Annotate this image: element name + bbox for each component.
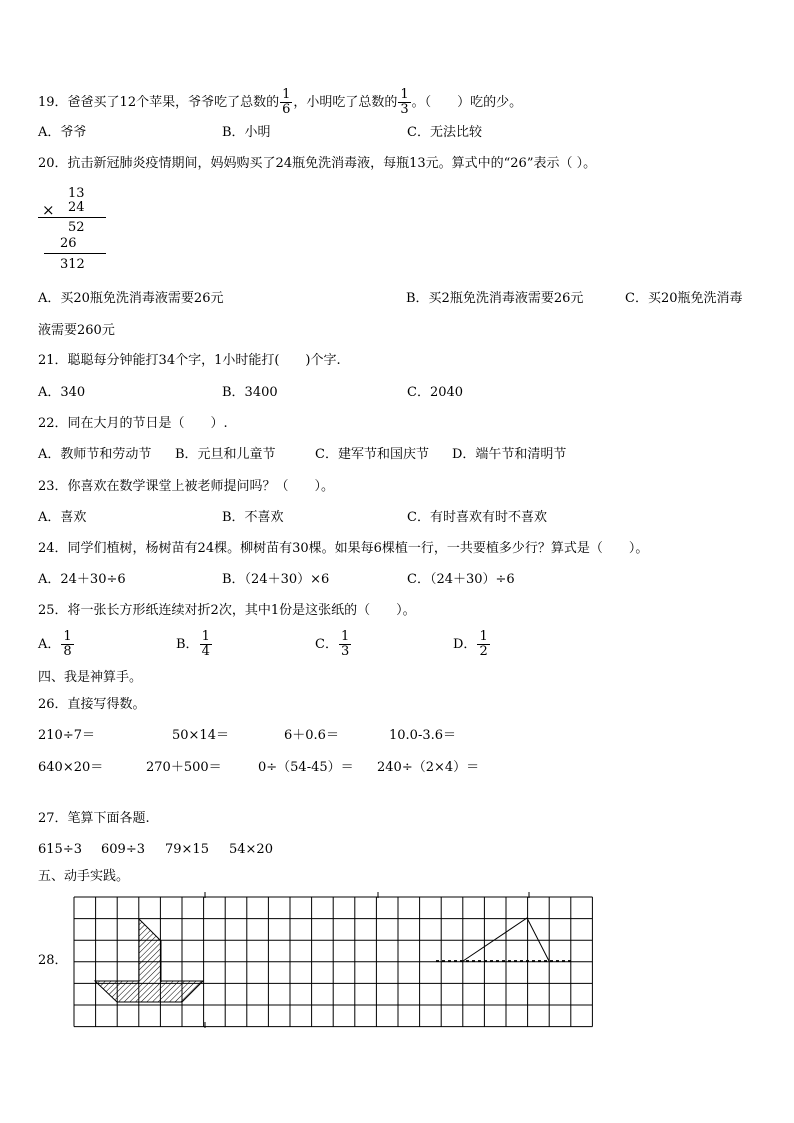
- q23-stem: 23．你喜欢在数学课堂上被老师提问吗？（ ）。: [38, 479, 335, 494]
- q26-item-7: 0÷（54-45）＝: [258, 760, 354, 775]
- q26-item-5: 640×20＝: [38, 760, 104, 775]
- q25-option-b-fraction: $\frac{1}{4}$: [201, 629, 210, 659]
- q25-stem: 25．将一张长方形纸连续对折2次，其中1份是这张纸的（ ）。: [38, 603, 416, 618]
- q26-item-1: 210÷7＝: [38, 728, 95, 743]
- q25-option-d-fraction: $\frac{1}{2}$: [479, 629, 488, 659]
- q25-option-d-label: D．: [453, 637, 477, 652]
- q25-option-c-fraction: $\frac{1}{3}$: [340, 629, 350, 659]
- q24-option-a[interactable]: A．24＋30÷6: [38, 572, 126, 587]
- q21-stem: 21．聪聪每分钟能打34个字，1小时能打( )个字.: [38, 353, 341, 368]
- q23-option-c[interactable]: C．有时喜欢有时不喜欢: [407, 510, 547, 525]
- q19-option-c[interactable]: C．无法比较: [407, 125, 482, 140]
- q24-option-b[interactable]: B．（24＋30）×6: [222, 572, 330, 587]
- q19-text-pre: 19．爸爸买了12个苹果，爷爷吃了总数的: [38, 95, 280, 110]
- q19-fraction-2: $\frac{1}{3}$: [400, 87, 409, 117]
- q19-text-mid: ，小明吃了总数的: [293, 95, 398, 110]
- section-4-heading: 四、我是神算手。: [38, 670, 143, 685]
- q19-text-post: 。（ ）吃的少。: [411, 95, 523, 110]
- section-5-heading: 五、动手实践。: [38, 869, 130, 884]
- q25-option-a-label: A．: [38, 637, 61, 652]
- q20-option-a[interactable]: A．买20瓶免洗消毒液需要26元: [38, 291, 224, 306]
- q26-stem: 26．直接写得数。: [38, 697, 146, 712]
- mult-factor-b: 24: [68, 200, 85, 215]
- q27-item-4: 54×20: [229, 842, 273, 857]
- q20-option-c[interactable]: C．买20瓶免洗消毒: [625, 291, 743, 306]
- q27-item-2: 609÷3: [101, 842, 145, 857]
- multiply-sign: ×: [42, 201, 55, 219]
- q26-item-2: 50×14＝: [172, 728, 229, 743]
- q24-option-c[interactable]: C．（24＋30）÷6: [407, 572, 515, 587]
- q27-stem: 27．笔算下面各题.: [38, 811, 150, 826]
- q23-option-b[interactable]: B．不喜欢: [222, 510, 284, 525]
- q19-option-a[interactable]: A．爷爷: [38, 125, 87, 140]
- q26-item-4: 10.0-3.6＝: [389, 728, 457, 743]
- q20-option-c-continued: 液需要260元: [38, 323, 115, 338]
- q22-option-d[interactable]: D．端午节和清明节: [452, 447, 567, 462]
- q19-fraction-1: $\frac{1}{6}$: [282, 87, 291, 117]
- mult-partial-2: 26: [60, 236, 77, 251]
- q22-option-c[interactable]: C．建军节和国庆节: [315, 447, 429, 462]
- q23-option-a[interactable]: A．喜欢: [38, 510, 87, 525]
- mult-partial-1: 52: [68, 220, 85, 235]
- mult-product: 312: [60, 257, 85, 272]
- q22-option-a[interactable]: A．教师节和劳动节: [38, 447, 152, 462]
- q22-option-b[interactable]: B．元旦和儿童节: [175, 447, 276, 462]
- q27-item-3: 79×15: [165, 842, 209, 857]
- q21-option-b[interactable]: B．3400: [222, 385, 278, 400]
- q28-label: 28．: [38, 953, 68, 968]
- q21-option-c[interactable]: C．2040: [407, 385, 464, 400]
- hatched-shape: [95, 919, 203, 1002]
- q21-option-a[interactable]: A．340: [38, 385, 86, 400]
- q19-option-b[interactable]: B．小明: [222, 125, 271, 140]
- mult-factor-a: 13: [68, 186, 85, 201]
- q24-stem: 24．同学们植树，杨树苗有24棵。柳树苗有30棵。如果每6棵植一行，一共要植多少行？算式是（ ）。: [38, 541, 649, 556]
- q26-item-6: 270＋500＝: [146, 760, 222, 775]
- q25-option-a-fraction: $\frac{1}{8}$: [63, 629, 72, 659]
- q26-item-8: 240÷（2×4）＝: [377, 760, 480, 775]
- q25-option-c-label: C．: [315, 637, 338, 652]
- q22-stem: 22．同在大月的节日是（ ）.: [38, 416, 228, 431]
- q25-option-b-label: B．: [176, 637, 199, 652]
- q20-stem: 20．抗击新冠肺炎疫情期间，妈妈购买了24瓶免洗消毒液，每瓶13元。算式中的“26”表示（ ）。: [38, 156, 597, 171]
- q26-item-3: 6＋0.6＝: [284, 728, 339, 743]
- q27-item-1: 615÷3: [38, 842, 82, 857]
- q20-option-b[interactable]: B．买2瓶免洗消毒液需要26元: [406, 291, 584, 306]
